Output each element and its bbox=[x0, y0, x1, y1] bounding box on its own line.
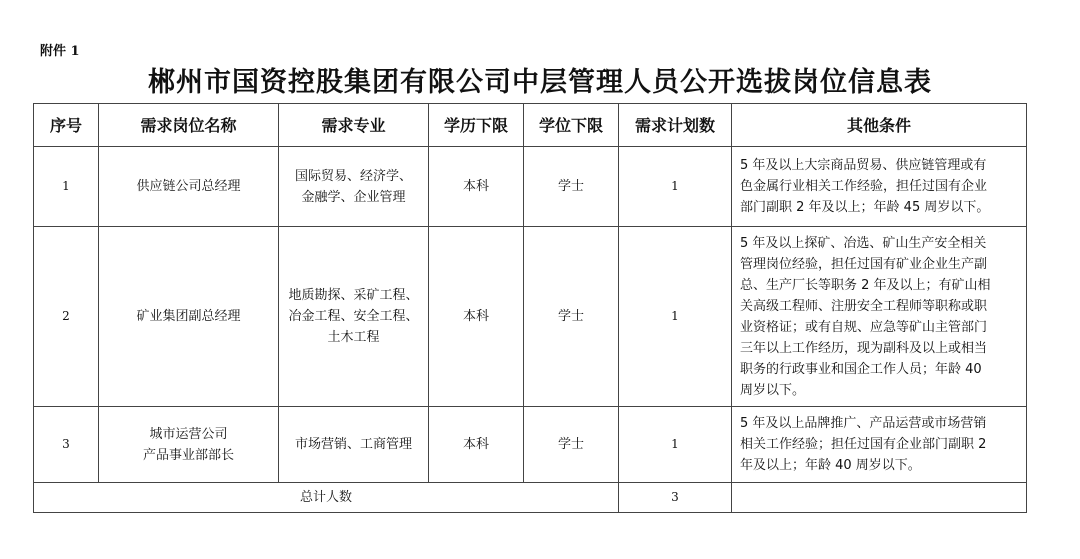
row-count: 1 bbox=[619, 147, 732, 227]
total-other bbox=[732, 483, 1027, 513]
row-position: 矿业集团副总经理 bbox=[99, 227, 279, 407]
row-no: 2 bbox=[34, 227, 99, 407]
row-other: 5 年及以上探矿、冶选、矿山生产安全相关 管理岗位经验，担任过国有矿业企业生产副 总、生产厂长等职务 2 年及以上；有矿山相 关高级工程师、注册安全工程师等职称或职 业资格证；或有自规、应急等矿山主管部门 三年以上工作经历，现为副科及以上或相当 职务的行政事业和国企工作人员；年龄 40 周岁以下。 bbox=[732, 227, 1027, 407]
row-education: 本科 bbox=[429, 227, 524, 407]
header-no: 序号 bbox=[34, 104, 99, 147]
row-education: 本科 bbox=[429, 147, 524, 227]
row-degree: 学士 bbox=[524, 407, 619, 483]
attachment-label: 附件 1 bbox=[40, 44, 80, 59]
row-degree: 学士 bbox=[524, 147, 619, 227]
header-education: 学历下限 bbox=[429, 104, 524, 147]
row-major: 国际贸易、经济学、 金融学、企业管理 bbox=[279, 147, 429, 227]
row-position: 城市运营公司 产品事业部部长 bbox=[99, 407, 279, 483]
row-other: 5 年及以上大宗商品贸易、供应链管理或有 色金属行业相关工作经验，担任过国有企业 部门副职 2 年及以上；年龄 45 周岁以下。 bbox=[732, 147, 1027, 227]
row-no: 3 bbox=[34, 407, 99, 483]
row-count: 1 bbox=[619, 227, 732, 407]
table-row bbox=[34, 227, 1027, 407]
row-education: 本科 bbox=[429, 407, 524, 483]
header-count: 需求计划数 bbox=[619, 104, 732, 147]
total-label: 总计人数 bbox=[34, 483, 619, 513]
row-no: 1 bbox=[34, 147, 99, 227]
header-other: 其他条件 bbox=[732, 104, 1027, 147]
total-row bbox=[34, 483, 1027, 513]
row-count: 1 bbox=[619, 407, 732, 483]
header-degree: 学位下限 bbox=[524, 104, 619, 147]
header-major: 需求专业 bbox=[279, 104, 429, 147]
table-header-row bbox=[34, 104, 1027, 147]
position-info-table bbox=[33, 103, 1027, 513]
row-major: 地质勘探、采矿工程、 冶金工程、安全工程、 土木工程 bbox=[279, 227, 429, 407]
header-position: 需求岗位名称 bbox=[99, 104, 279, 147]
page-title: 郴州市国资控股集团有限公司中层管理人员公开选拔岗位信息表 bbox=[148, 67, 932, 98]
table-row bbox=[34, 147, 1027, 227]
total-count: 3 bbox=[619, 483, 732, 513]
row-degree: 学士 bbox=[524, 227, 619, 407]
row-major: 市场营销、工商管理 bbox=[279, 407, 429, 483]
row-other: 5 年及以上品牌推广、产品运营或市场营销 相关工作经验；担任过国有企业部门副职 2 年及以上；年龄 40 周岁以下。 bbox=[732, 407, 1027, 483]
row-position: 供应链公司总经理 bbox=[99, 147, 279, 227]
table-row bbox=[34, 407, 1027, 483]
